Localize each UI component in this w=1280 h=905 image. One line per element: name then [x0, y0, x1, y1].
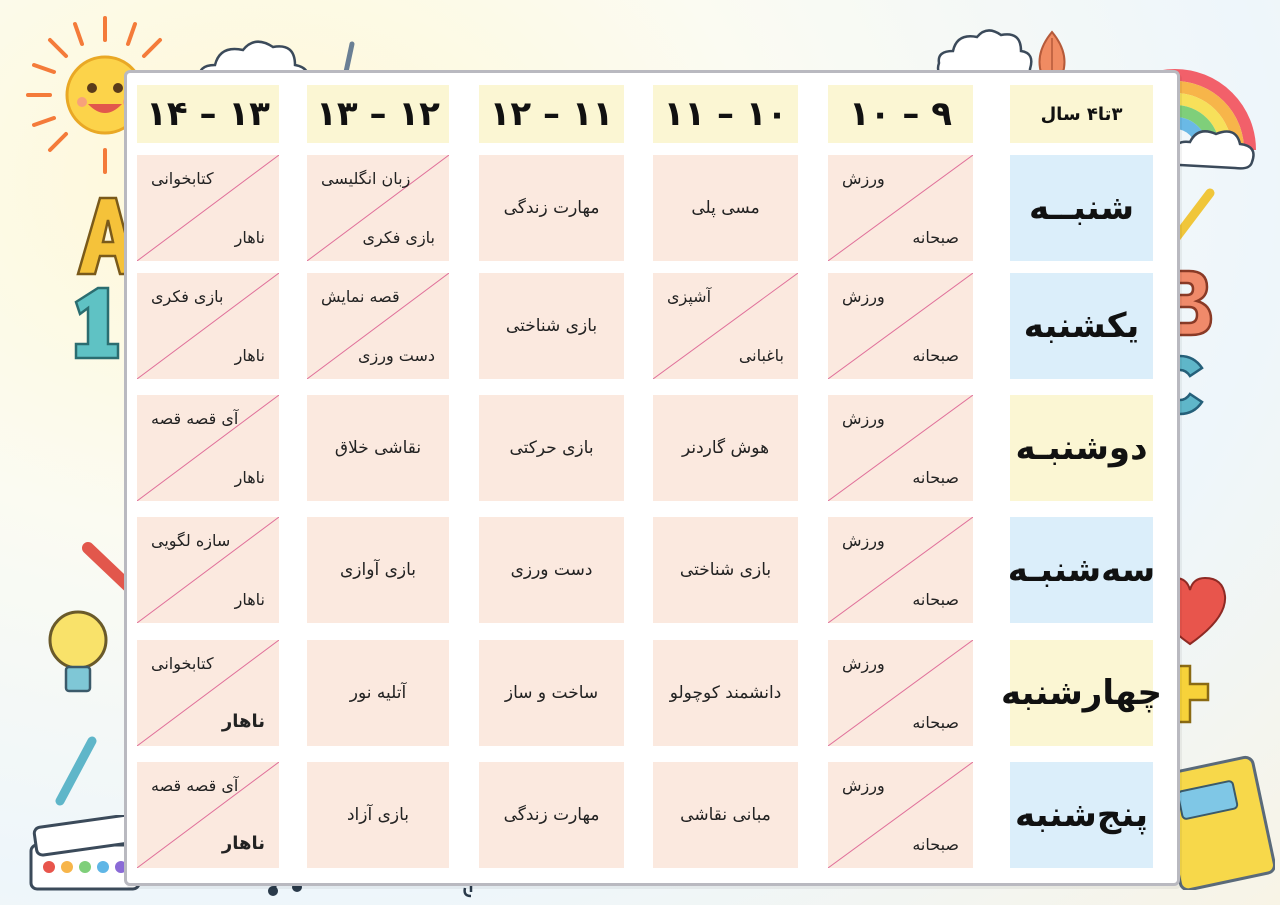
day-label-1: یکشنبه — [1010, 273, 1153, 379]
activity-cell-split-r1-c4 — [137, 273, 279, 379]
activity-top: زبان انگلیسی — [321, 169, 411, 188]
time-header-13-14: ۱۳ – ۱۴ — [137, 85, 279, 143]
activity-top: آی قصه قصه — [151, 409, 239, 428]
time-header-12-13: ۱۲ – ۱۳ — [307, 85, 449, 143]
activity-bottom: ناهار — [221, 711, 265, 732]
activity-cell-r3-c1: بازی شناختی — [653, 517, 798, 623]
activity-cell-split-r3-c4 — [137, 517, 279, 623]
activity-cell-split-r4-c0 — [828, 640, 973, 746]
activity-cell-split-r5-c4 — [137, 762, 279, 868]
schedule-board — [124, 70, 1180, 886]
activity-cell-r2-c2: بازی حرکتی — [479, 395, 624, 501]
activity-cell-r4-c1: دانشمند کوچولو — [653, 640, 798, 746]
day-label-2: دوشنبـه — [1010, 395, 1153, 501]
activity-top: آشپزی — [667, 287, 712, 306]
day-label-5: پنج‌شنبه — [1010, 762, 1153, 868]
activity-bottom: ناهار — [234, 468, 265, 487]
activity-top: ورزش — [842, 654, 885, 673]
activity-cell-r5-c3: بازی آزاد — [307, 762, 449, 868]
activity-top: بازی فکری — [151, 287, 224, 306]
activity-cell-split-r1-c3 — [307, 273, 449, 379]
activity-cell-split-r2-c0 — [828, 395, 973, 501]
activity-bottom: صبحانه — [912, 835, 959, 854]
activity-top: ورزش — [842, 409, 885, 428]
activity-top: سازه لگویی — [151, 531, 231, 550]
activity-top: ورزش — [842, 169, 885, 188]
activity-bottom: صبحانه — [912, 468, 959, 487]
activity-bottom: باغبانی — [738, 346, 784, 365]
time-header-10-11: ۱۰ – ۱۱ — [653, 85, 798, 143]
activity-cell-r1-c2: بازی شناختی — [479, 273, 624, 379]
time-header-9-10: ۹ – ۱۰ — [828, 85, 973, 143]
activity-top: کتابخوانی — [151, 169, 214, 188]
time-header-11-12: ۱۱ – ۱۲ — [479, 85, 624, 143]
activity-cell-split-r5-c0 — [828, 762, 973, 868]
activity-bottom: ناهار — [234, 590, 265, 609]
activity-bottom: ناهار — [234, 228, 265, 247]
activity-bottom: صبحانه — [912, 590, 959, 609]
activity-cell-r4-c2: ساخت و ساز — [479, 640, 624, 746]
activity-cell-r5-c1: مبانی نقاشی — [653, 762, 798, 868]
activity-cell-split-r1-c1 — [653, 273, 798, 379]
activity-bottom: ناهار — [221, 833, 265, 854]
activity-bottom: صبحانه — [912, 346, 959, 365]
activity-cell-split-r4-c4 — [137, 640, 279, 746]
activity-bottom: صبحانه — [912, 228, 959, 247]
activity-bottom: دست ورزی — [357, 346, 435, 365]
activity-top: قصه نمایش — [321, 287, 400, 306]
activity-top: آی قصه قصه — [151, 776, 239, 795]
lightbulb-icon — [28, 595, 128, 710]
activity-cell-split-r1-c0 — [828, 273, 973, 379]
day-label-0: شنبــه — [1010, 155, 1153, 261]
activity-cell-split-r0-c4 — [137, 155, 279, 261]
activity-bottom: صبحانه — [912, 713, 959, 732]
activity-bottom: ناهار — [234, 346, 265, 365]
day-label-4: چهارشنبه — [1010, 640, 1153, 746]
activity-cell-r0-c2: مهارت زندگی — [479, 155, 624, 261]
activity-top: ورزش — [842, 531, 885, 550]
activity-cell-r4-c3: آتلیه نور — [307, 640, 449, 746]
activity-cell-split-r0-c3 — [307, 155, 449, 261]
activity-cell-split-r2-c4 — [137, 395, 279, 501]
activity-top: کتابخوانی — [151, 654, 214, 673]
day-label-3: سه‌شنبـه — [1010, 517, 1153, 623]
activity-cell-split-r0-c0 — [828, 155, 973, 261]
activity-cell-r2-c1: هوش گاردنر — [653, 395, 798, 501]
activity-cell-r5-c2: مهارت زندگی — [479, 762, 624, 868]
activity-top: ورزش — [842, 776, 885, 795]
activity-bottom: بازی فکری — [362, 228, 435, 247]
activity-cell-r2-c3: نقاشی خلاق — [307, 395, 449, 501]
activity-cell-r3-c3: بازی آوازی — [307, 517, 449, 623]
activity-top: ورزش — [842, 287, 885, 306]
activity-cell-r0-c1: مسی پلی — [653, 155, 798, 261]
activity-cell-split-r3-c0 — [828, 517, 973, 623]
number-one-icon — [62, 282, 122, 362]
age-group-header: ۳تا۴ سال — [1010, 85, 1153, 143]
pencil-icon — [50, 735, 100, 810]
activity-cell-r3-c2: دست ورزی — [479, 517, 624, 623]
